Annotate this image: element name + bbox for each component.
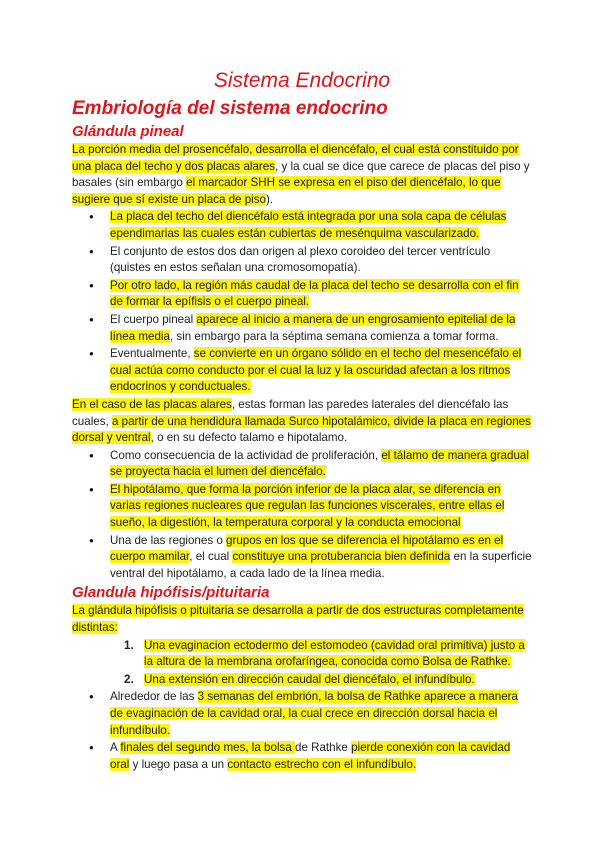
highlighted-text: Por otro lado, la región más caudal de la placa del techo se desarrolla con el fin de formar la epífisis o el cuerpo pineal. [110,278,519,309]
text-run: , estas forman las paredes laterales del diencéfalo las cuales, [72,397,509,428]
highlighted-text: pierde conexión con la cavidad oral [110,741,511,771]
highlighted-text: El hipotálamo, que forma la porción inferior de la placa alar, se diferencia en varias regiones nucleares que regulan las funciones viscerales, entre ellas el sueño, la digestión, la temperatura corporal y la conducta emocional [110,482,505,530]
list-item [72,448,532,481]
subsection-heading-pineal: Glándula pineal [72,123,184,140]
text-run: , o en su defecto talamo e hipotalamo. [150,431,348,445]
highlighted-text: grupos en los que se diferencia el hipotálamo es en el cuerpo mamilar [110,533,504,564]
highlighted-text: Una extensión en dirección caudal del diencéfalo, el infundíbulo. [144,672,475,686]
text-run: El conjunto de estos dos dan origen al plexo coroideo del tercer ventrículo (quistes en estos señalan una cromosomopatía). [110,244,491,275]
highlighted-text: se convierte en un órgano sólido en el techo del mesencéfalo el cual actúa como conducto por el cual la luz y la oscuridad afectan a los ritmos endocrinos y conductuales. [110,347,522,394]
highlighted-text: constituye una protuberancia bien definida [232,550,451,564]
highlighted-text: La porción media del prosencéfalo, desarrolla el diencéfalo, el cual está constituido por una placa del techo y dos placas alares [72,143,519,173]
highlighted-text: contacto estrecho con el infundíbulo. [227,757,417,771]
alar-plates-paragraph [72,397,532,447]
highlighted-text: En el caso de las placas alares [72,397,232,411]
list-item [72,740,532,773]
text-run: y luego pasa a un [129,757,228,771]
text-run: A [110,741,121,755]
document-title: Sistema Endocrino [213,69,391,92]
section-heading: Embriología del sistema endocrino [72,98,388,119]
highlighted-text: el marcador SHH se expresa en el piso del diencéfalo, lo que sugiere que sí existe un placa de piso [72,176,501,206]
highlighted-text: Una evaginacion ectodermo del estomodeo (cavidad oral primitiva) justo a la altura de la membrana orofaríngea, conocida como Bolsa de Rathke. [144,638,525,669]
list-item [72,482,532,532]
subsection-heading-hipofisis: Glandula hipófisis/pituitaria [72,584,270,602]
text-run: ). [266,192,274,206]
highlighted-text: aparece al inicio a manera de un engrosamiento epitelial de la línea media [110,312,516,343]
text-run: Alrededor de las [110,690,198,704]
text-run: de Rathke [295,741,352,755]
list-item [72,346,532,396]
highlighted-text: La placa del techo del diencéfalo está integrada por una sola capa de células ependimarias las cuales están cubiertas de mesénquima vascularizado. [110,210,507,240]
list-item [72,244,532,277]
pineal-bullet-list [72,209,532,396]
list-number: 2. [124,672,134,686]
text-run: en la superficie ventral del hipotálamo, a cada lado de la línea media. [110,550,532,580]
highlighted-text: 3 semanas del embrión, la bolsa de Rathke aparece a manera de evaginación de la cavidad oral, la cual crece en dirección dorsal hacia el infundíbulo. [110,690,518,737]
text-run: Eventualmente, [110,347,194,361]
text-run: Como consecuencia de la actividad de proliferación, [110,448,382,462]
text-run: Una de las regiones o [110,533,227,547]
document-page [72,68,532,774]
list-item [72,278,532,311]
numbered-list-item [72,638,532,671]
highlighted-text: finales del segundo mes, la bolsa [120,741,295,755]
hipofisis-intro-paragraph [72,603,532,636]
highlighted-text: el tálamo de manera gradual se proyecta hacia el lumen del diencéfalo. [110,448,529,479]
list-item [72,209,532,242]
list-item [72,533,532,583]
text-run: , sin embargo para la séptima semana comienza a tomar forma. [169,329,499,343]
hipofisis-numbered-list [72,638,532,689]
numbered-list-item [72,672,532,689]
thalamus-bullet-list [72,448,532,583]
text-run: , y la cual se dice que carece de placas del piso y basales (sin embargo [72,159,530,190]
text-run: , el cual [189,550,233,564]
list-number: 1. [124,638,134,652]
list-item [72,312,532,345]
highlighted-text: La glándula hipófisis o pituitaria se desarrolla a partir de dos estructuras completamente distintas: [72,604,524,635]
list-item [72,689,532,739]
hipofisis-bullet-list [72,689,532,773]
highlighted-text: a partir de una hendidura llamada Surco hipotalámico, divide la placa en regiones dorsal y ventral [72,414,531,445]
text-run: El cuerpo pineal [110,312,197,326]
pineal-intro-paragraph [72,142,532,208]
